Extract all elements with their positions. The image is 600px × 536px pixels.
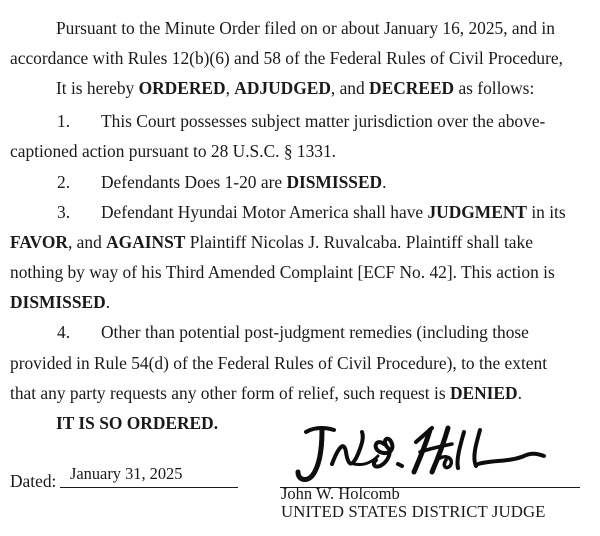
intro-line-1: Pursuant to the Minute Order filed on or about January 16, 2025, and in — [56, 18, 555, 38]
item-4-end: . — [517, 383, 522, 403]
dated-value: January 31, 2025 — [70, 464, 183, 483]
judge-name: John W. Holcomb — [281, 484, 400, 503]
item-1-number: 1. — [57, 111, 71, 131]
item-3-number: 3. — [57, 202, 71, 222]
handwritten-signature — [292, 418, 562, 488]
ordered-prefix: It is hereby — [56, 78, 139, 98]
judge-title: UNITED STATES DISTRICT JUDGE — [281, 502, 546, 521]
item-1-line-1: This Court possesses subject matter jurisdiction over the above- — [101, 111, 546, 131]
item-4-line-3 — [10, 382, 522, 404]
item-2-number: 2. — [57, 172, 71, 192]
item-2-line — [101, 171, 386, 193]
ordered-line — [56, 77, 534, 99]
item-1-line-2: captioned action pursuant to 28 U.S.C. § 1331. — [10, 141, 337, 161]
dated-underline — [60, 487, 238, 488]
item-3-line-2 — [10, 231, 533, 253]
ordered-sep-2: , and — [330, 78, 370, 98]
ordered-word: ORDERED — [138, 78, 226, 98]
item-3-line-2-end: Plaintiff Nicolas J. Ruvalcaba. Plaintiff shall take — [185, 232, 533, 252]
item-3-judgment: JUDGMENT — [427, 202, 527, 222]
item-2-end: . — [382, 172, 387, 192]
item-3-text: Defendant Hyundai Motor America shall have — [101, 202, 428, 222]
so-ordered: IT IS SO ORDERED. — [56, 413, 219, 433]
ordered-suffix: as follows: — [454, 78, 535, 98]
item-4-number: 4. — [57, 322, 71, 342]
item-4-line-1: Other than potential post-judgment remedies (including those — [101, 322, 529, 342]
adjudged-word: ADJUDGED — [234, 78, 331, 98]
intro-line-2: accordance with Rules 12(b)(6) and 58 of the Federal Rules of Civil Procedure, — [10, 48, 563, 68]
item-3-line-3: nothing by way of his Third Amended Complaint [ECF No. 42]. This action is — [10, 262, 555, 282]
item-4-denied: DENIED — [449, 383, 518, 403]
item-3-mid: , and — [67, 232, 107, 252]
dated-label: Dated: — [10, 471, 57, 491]
item-3-line-4-end: . — [105, 292, 111, 312]
item-4-line-2: provided in Rule 54(d) of the Federal Rules of Civil Procedure), to the extent — [10, 353, 548, 373]
item-3-line-1 — [101, 201, 566, 223]
item-3-line-4 — [10, 291, 110, 313]
item-3-against: AGAINST — [106, 232, 186, 252]
item-3-favor: FAVOR — [10, 232, 68, 252]
decreed-word: DECREED — [369, 78, 455, 98]
item-3-dismissed: DISMISSED — [10, 292, 106, 312]
item-2-text: Defendants Does 1-20 are — [101, 172, 287, 192]
ordered-sep-1: , — [225, 78, 235, 98]
item-2-dismissed: DISMISSED — [286, 172, 383, 192]
item-3-line-1-end: in its — [526, 202, 566, 222]
item-4-text: that any party requests any other form of relief, such request is — [10, 383, 450, 403]
